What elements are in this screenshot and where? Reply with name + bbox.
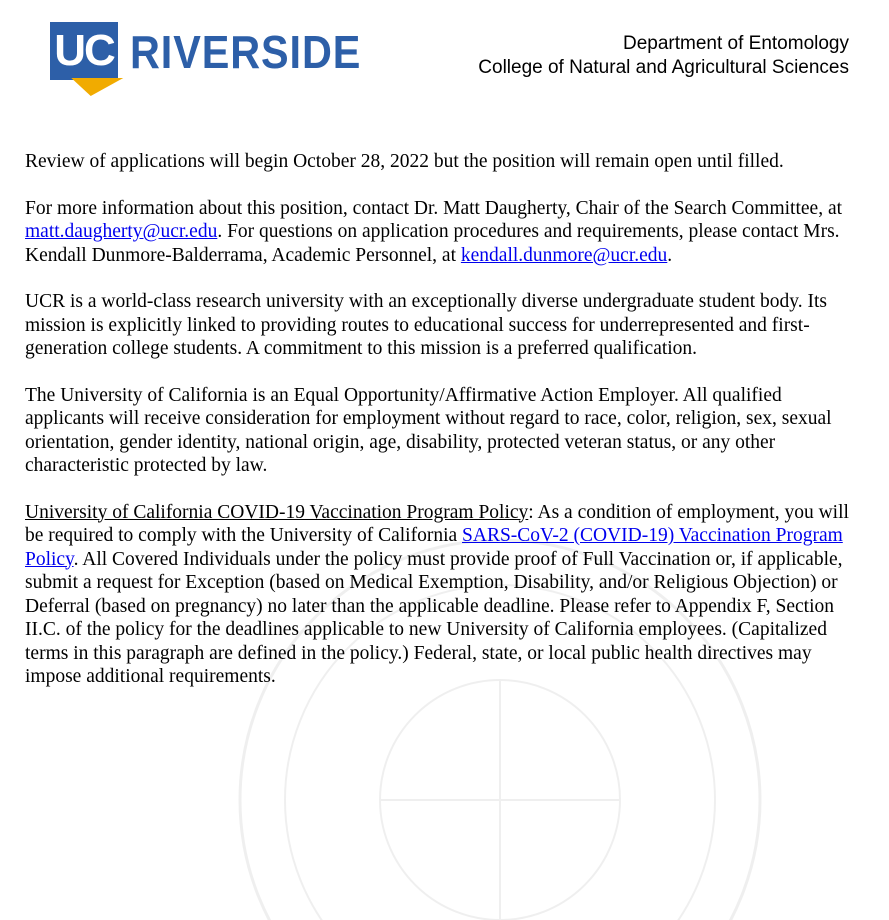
contact-text-3: . [667, 244, 673, 266]
covid-paragraph [25, 501, 865, 689]
logo-riverside-text: RIVERSIDE [130, 26, 362, 78]
mission-paragraph: UCR is a world-class research university with an exceptionally diverse undergraduate student body. Its mission is explicitly linked to providing routes to educational success for underrepresented and first-generation college students. A commitment to this mission is a preferred qualification. [25, 291, 827, 359]
covid-policy-link[interactable]: SARS-CoV-2 (COVID-19) Vaccination Program Policy [25, 525, 843, 570]
email-link-dunmore[interactable]: kendall.dunmore@ucr.edu [460, 244, 668, 266]
logo-uc-text: UC [50, 22, 118, 80]
contact-text-2: . For questions on application procedures and requirements, please contact Mrs. Kendall Dunmore-Balderrama, Academic Personnel, at [25, 221, 840, 266]
uc-logo-mark [46, 22, 122, 94]
college-name: College of Natural and Agricultural Sciences [478, 57, 849, 78]
logo-gold-accent [65, 78, 124, 96]
email-link-daugherty[interactable]: matt.daugherty@ucr.edu [25, 221, 218, 242]
contact-text-1: For more information about this position, contact Dr. Matt Daugherty, Chair of the Search Committee, at [25, 197, 843, 219]
ucr-logo [46, 22, 387, 94]
contact-paragraph [25, 197, 865, 268]
covid-text-2: . All Covered Individuals under the policy must provide proof of Full Vaccination or, if applicable, submit a request for Exception (based on Medical Exemption, Disability, and/or Religious Objection) or Deferral (based on pregnancy) no later than the applicable deadline. Please refer to Appendix F, Section II.C. of the policy for the deadlines applicable to new University of California employees. (Capitalized terms in this paragraph are defined in the policy.) Federal, state, or local public health directives may impose additional requirements. [25, 548, 843, 687]
covid-policy-title: University of California COVID-19 Vaccination Program Policy [25, 501, 529, 523]
eeo-paragraph: The University of California is an Equal Opportunity/Affirmative Action Employer. All qualified applicants will receive consideration for employment without regard to race, color, religion, sex, sexual orientation, gender identity, national origin, age, disability, protected veteran status, or any other characteristic protected by law. [25, 384, 832, 476]
document-body [25, 150, 865, 712]
review-paragraph: Review of applications will begin October 28, 2022 but the position will remain open until filled. [25, 151, 784, 172]
covid-text-1: : As a condition of employment, you will be required to comply with the University of California [25, 501, 849, 546]
department-block [478, 32, 849, 80]
department-name: Department of Entomology [622, 33, 849, 54]
